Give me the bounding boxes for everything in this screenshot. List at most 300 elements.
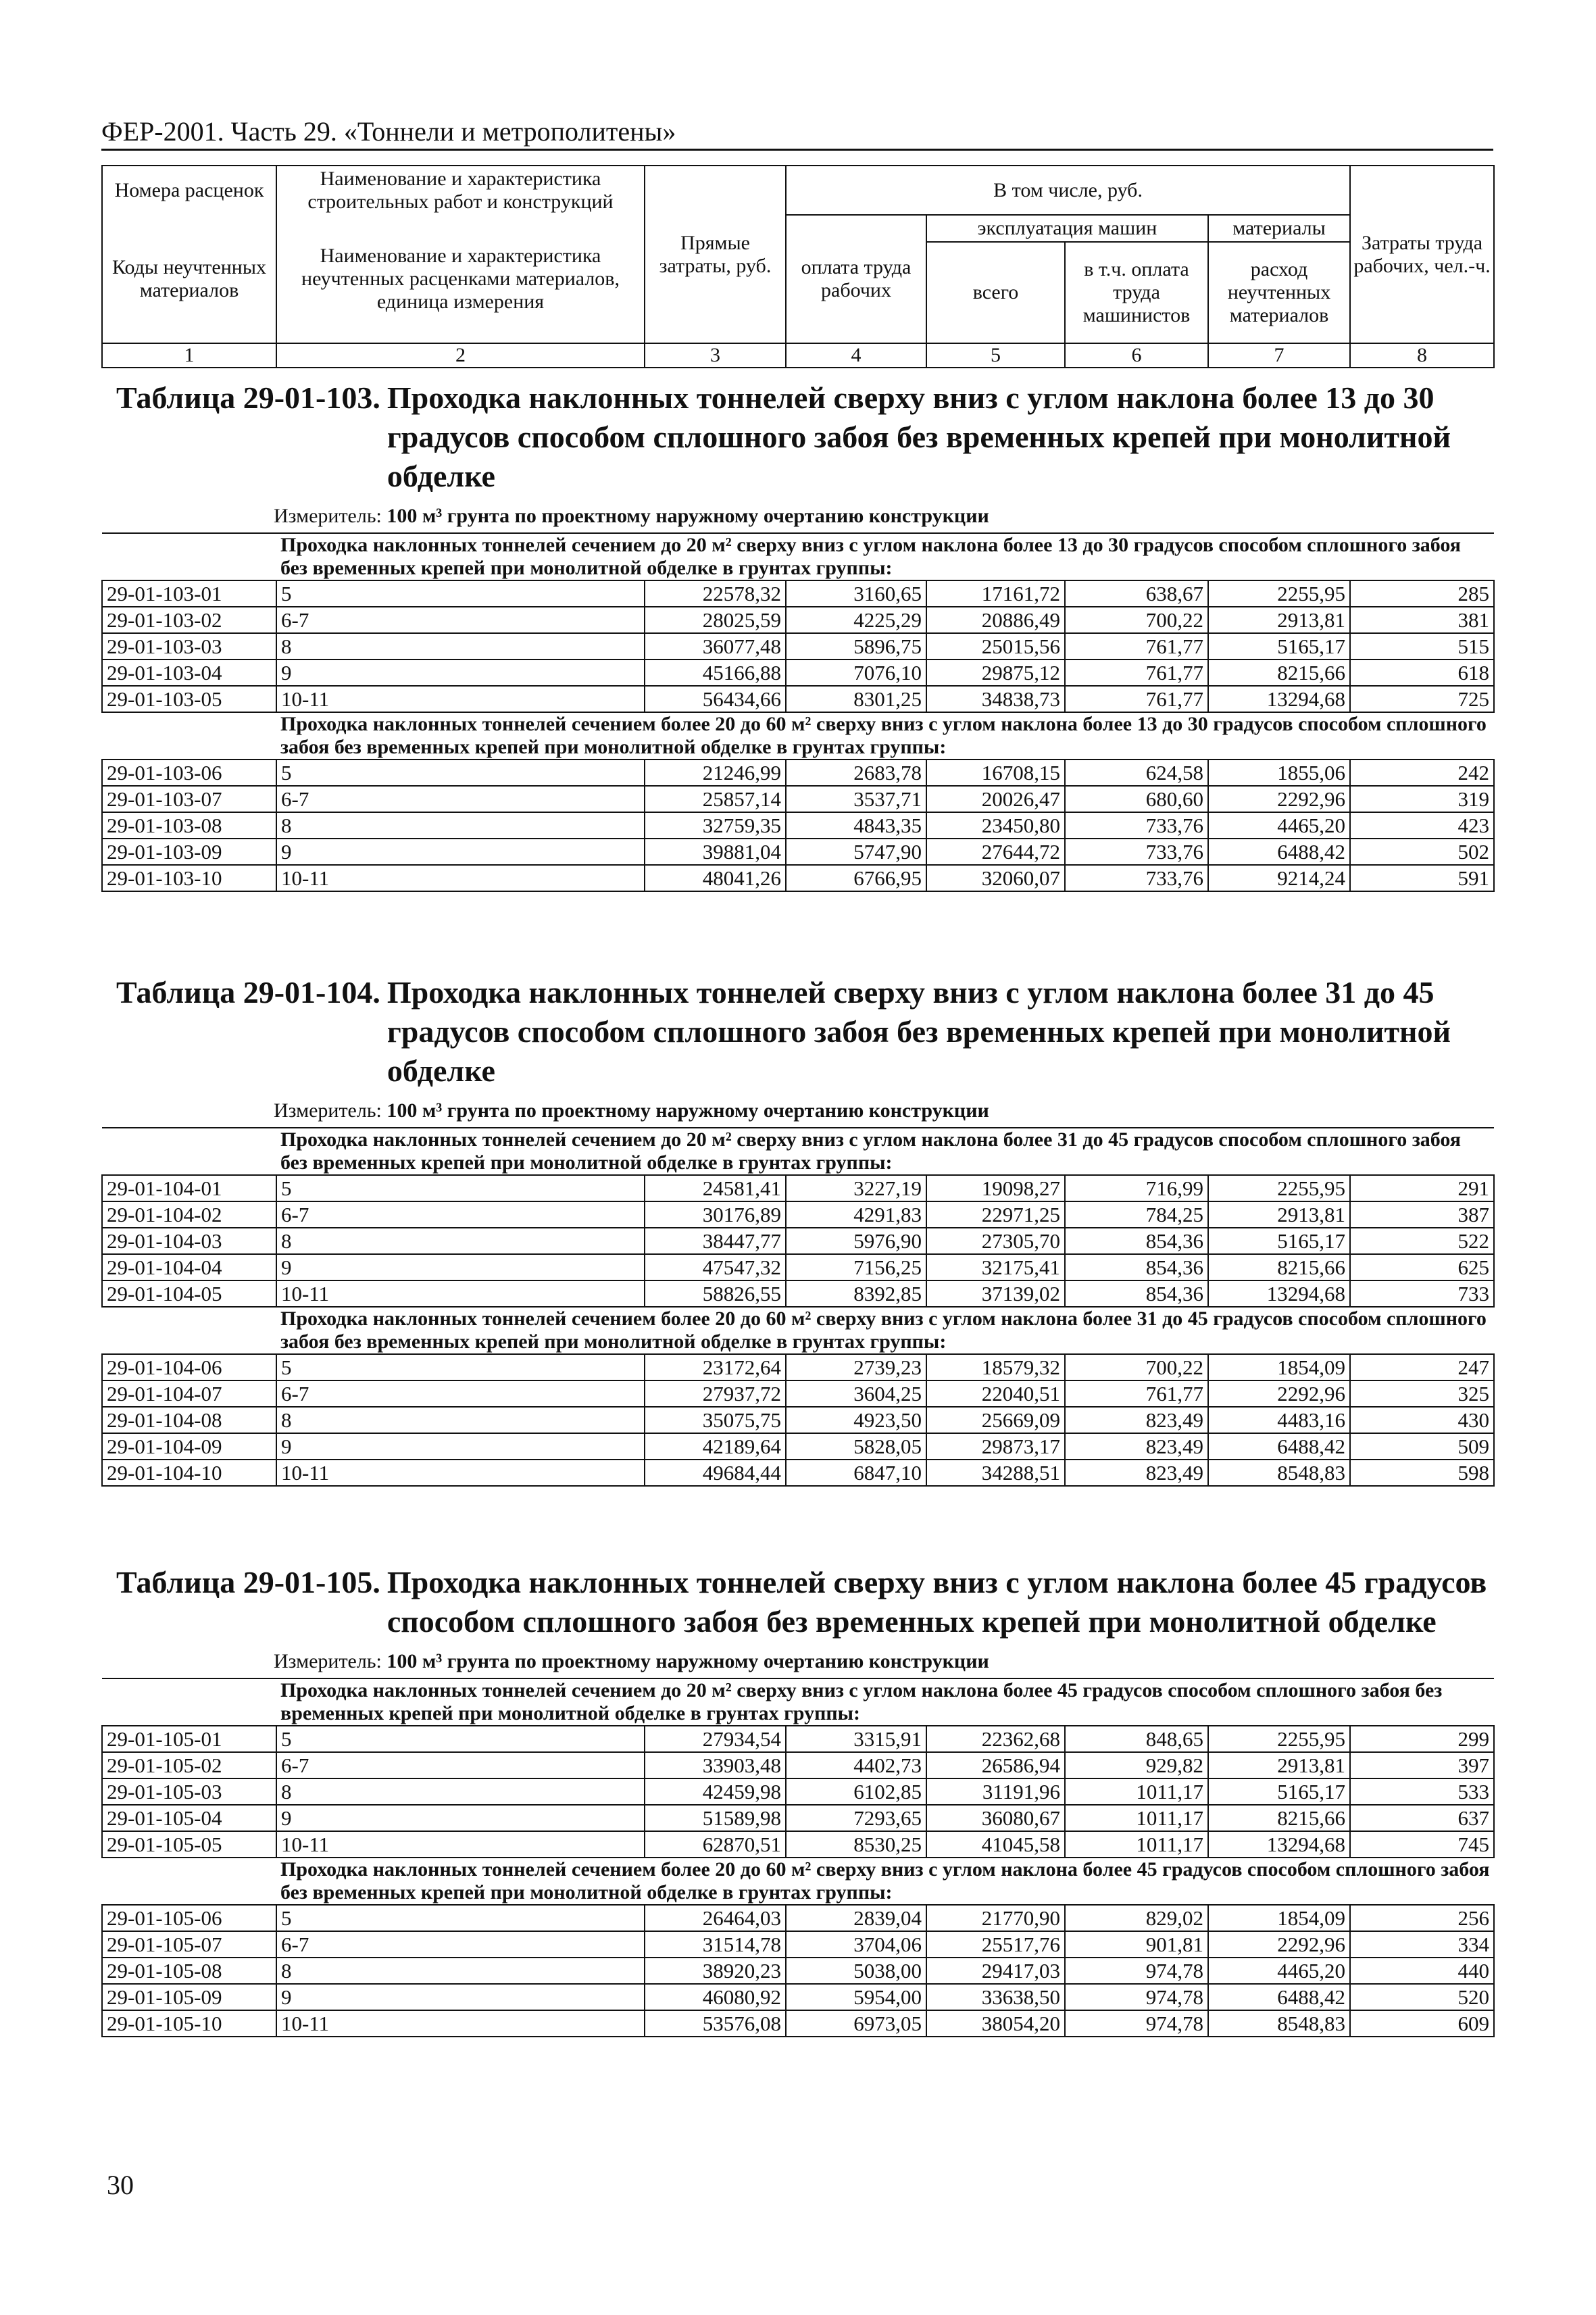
table-cell: 23450,80 bbox=[926, 812, 1065, 839]
table-row bbox=[102, 686, 1494, 712]
table-cell: 16708,15 bbox=[926, 760, 1065, 786]
table-cell: 10-11 bbox=[276, 686, 645, 712]
col-number: 6 bbox=[1065, 343, 1208, 368]
table-cell: 56434,66 bbox=[645, 686, 786, 712]
table-cell: 18579,32 bbox=[926, 1354, 1065, 1380]
table-cell: 9 bbox=[276, 1805, 645, 1831]
table-cell: 29-01-103-02 bbox=[102, 607, 276, 633]
table-cell: 36077,48 bbox=[645, 633, 786, 659]
col-header-codes-bottom: Коды неучтенных материалов bbox=[102, 215, 276, 343]
table-cell: 33638,50 bbox=[926, 1984, 1065, 2010]
table-cell: 27934,54 bbox=[645, 1726, 786, 1752]
group-header-row bbox=[102, 1307, 1494, 1354]
table-cell: 325 bbox=[1350, 1380, 1494, 1407]
table-cell: 35075,75 bbox=[645, 1407, 786, 1433]
table-cell: 32175,41 bbox=[926, 1254, 1065, 1280]
table-cell: 256 bbox=[1350, 1905, 1494, 1931]
measure-label: Измеритель: bbox=[274, 1650, 382, 1672]
table-cell: 2255,95 bbox=[1208, 1726, 1350, 1752]
table-title bbox=[101, 378, 1493, 496]
col-header-materials: материалы bbox=[1208, 215, 1350, 242]
table-row bbox=[102, 1201, 1494, 1228]
table-cell: 848,65 bbox=[1065, 1726, 1208, 1752]
table-cell: 1855,06 bbox=[1208, 760, 1350, 786]
table-cell: 24581,41 bbox=[645, 1175, 786, 1201]
table-cell: 2292,96 bbox=[1208, 1380, 1350, 1407]
table-cell: 8530,25 bbox=[786, 1831, 926, 1858]
header-rule bbox=[101, 149, 1493, 151]
table-cell: 28025,59 bbox=[645, 607, 786, 633]
table-cell: 761,77 bbox=[1065, 1380, 1208, 1407]
table-row bbox=[102, 1175, 1494, 1201]
group-title: Проходка наклонных тоннелей сечением более 20 до 60 м² сверху вниз с углом наклона более 13 до 30 градусов способом сплошного забоя без временных крепей при монолитной обделке в грунтах группы: bbox=[276, 712, 1494, 760]
table-cell: 29875,12 bbox=[926, 659, 1065, 686]
table-cell: 29-01-104-09 bbox=[102, 1433, 276, 1460]
table-cell: 51589,98 bbox=[645, 1805, 786, 1831]
table-cell: 929,82 bbox=[1065, 1752, 1208, 1778]
table-id: Таблица 29-01-104. bbox=[116, 975, 380, 1010]
table-cell: 29-01-105-01 bbox=[102, 1726, 276, 1752]
col-number: 3 bbox=[645, 343, 786, 368]
col-header-machines: эксплуатация машин bbox=[926, 215, 1208, 242]
table-cell: 2255,95 bbox=[1208, 1175, 1350, 1201]
table-cell: 29-01-105-05 bbox=[102, 1831, 276, 1858]
table-cell: 21246,99 bbox=[645, 760, 786, 786]
table-cell: 9 bbox=[276, 839, 645, 865]
table-cell: 829,02 bbox=[1065, 1905, 1208, 1931]
table-row bbox=[102, 760, 1494, 786]
table-cell: 6488,42 bbox=[1208, 1984, 1350, 2010]
col-number: 1 bbox=[102, 343, 276, 368]
table-cell: 27305,70 bbox=[926, 1228, 1065, 1254]
col-header-worker-pay: оплата труда рабочих bbox=[786, 215, 926, 343]
rate-table-section bbox=[101, 973, 1493, 1487]
table-cell: 25669,09 bbox=[926, 1407, 1065, 1433]
table-row bbox=[102, 839, 1494, 865]
rate-table bbox=[101, 532, 1495, 892]
table-cell: 6-7 bbox=[276, 1201, 645, 1228]
table-cell: 29-01-104-06 bbox=[102, 1354, 276, 1380]
table-row bbox=[102, 1354, 1494, 1380]
col-header-machines-total: всего bbox=[926, 242, 1065, 343]
table-cell: 29-01-105-03 bbox=[102, 1778, 276, 1805]
table-cell: 22040,51 bbox=[926, 1380, 1065, 1407]
table-cell: 41045,58 bbox=[926, 1831, 1065, 1858]
group-header-row bbox=[102, 533, 1494, 580]
col-header-labor: Затраты труда рабочих, чел.-ч. bbox=[1350, 166, 1494, 343]
table-cell: 29-01-104-02 bbox=[102, 1201, 276, 1228]
table-row bbox=[102, 1460, 1494, 1486]
table-cell: 5 bbox=[276, 1175, 645, 1201]
table-cell: 4225,29 bbox=[786, 607, 926, 633]
table-cell: 4483,16 bbox=[1208, 1407, 1350, 1433]
table-cell: 29-01-103-07 bbox=[102, 786, 276, 812]
table-cell: 6-7 bbox=[276, 1752, 645, 1778]
table-cell: 6-7 bbox=[276, 607, 645, 633]
table-cell: 33903,48 bbox=[645, 1752, 786, 1778]
group-title: Проходка наклонных тоннелей сечением до 20 м² сверху вниз с углом наклона более 45 градусов способом сплошного забоя без временных крепей при монолитной обделке в грунтах группы: bbox=[276, 1678, 1494, 1726]
table-cell: 2739,23 bbox=[786, 1354, 926, 1380]
table-cell: 62870,51 bbox=[645, 1831, 786, 1858]
table-cell: 31191,96 bbox=[926, 1778, 1065, 1805]
table-cell: 8 bbox=[276, 812, 645, 839]
table-cell: 9 bbox=[276, 1254, 645, 1280]
table-cell: 29-01-104-04 bbox=[102, 1254, 276, 1280]
table-cell: 2913,81 bbox=[1208, 1752, 1350, 1778]
table-cell: 733,76 bbox=[1065, 812, 1208, 839]
table-cell: 5165,17 bbox=[1208, 1228, 1350, 1254]
table-cell: 8548,83 bbox=[1208, 1460, 1350, 1486]
table-cell: 5828,05 bbox=[786, 1433, 926, 1460]
group-title: Проходка наклонных тоннелей сечением более 20 до 60 м² сверху вниз с углом наклона более 45 градусов способом сплошного забоя без временных крепей при монолитной обделке в грунтах группы: bbox=[276, 1858, 1494, 1905]
table-cell: 8548,83 bbox=[1208, 2010, 1350, 2037]
table-cell: 3315,91 bbox=[786, 1726, 926, 1752]
group-header-row bbox=[102, 712, 1494, 760]
table-cell: 8215,66 bbox=[1208, 1254, 1350, 1280]
table-cell: 285 bbox=[1350, 580, 1494, 607]
table-cell: 5 bbox=[276, 580, 645, 607]
table-cell: 30176,89 bbox=[645, 1201, 786, 1228]
col-header-name-top: Наименование и характеристика строительных работ и конструкций bbox=[276, 166, 645, 215]
table-row bbox=[102, 1228, 1494, 1254]
table-row bbox=[102, 1905, 1494, 1931]
rate-table bbox=[101, 1127, 1495, 1487]
group-title: Проходка наклонных тоннелей сечением более 20 до 60 м² сверху вниз с углом наклона более 31 до 45 градусов способом сплошного забоя без временных крепей при монолитной обделке в грунтах группы: bbox=[276, 1307, 1494, 1354]
table-cell: 20886,49 bbox=[926, 607, 1065, 633]
table-cell: 38920,23 bbox=[645, 1958, 786, 1984]
table-cell: 624,58 bbox=[1065, 760, 1208, 786]
table-cell: 638,67 bbox=[1065, 580, 1208, 607]
table-cell: 2913,81 bbox=[1208, 1201, 1350, 1228]
table-cell: 6488,42 bbox=[1208, 1433, 1350, 1460]
table-cell: 725 bbox=[1350, 686, 1494, 712]
table-cell: 598 bbox=[1350, 1460, 1494, 1486]
col-header-codes-top: Номера расценок bbox=[102, 166, 276, 215]
group-title: Проходка наклонных тоннелей сечением до 20 м² сверху вниз с углом наклона более 31 до 45 градусов способом сплошного забоя без временных крепей при монолитной обделке в грунтах группы: bbox=[276, 1128, 1494, 1175]
table-cell: 761,77 bbox=[1065, 633, 1208, 659]
table-cell: 533 bbox=[1350, 1778, 1494, 1805]
table-cell: 47547,32 bbox=[645, 1254, 786, 1280]
table-cell: 5 bbox=[276, 1726, 645, 1752]
table-cell: 4465,20 bbox=[1208, 812, 1350, 839]
page-number: 30 bbox=[107, 2170, 134, 2200]
table-cell: 5954,00 bbox=[786, 1984, 926, 2010]
table-row bbox=[102, 1831, 1494, 1858]
col-header-material-usage: расход неучтенных материалов bbox=[1208, 242, 1350, 343]
table-cell: 242 bbox=[1350, 760, 1494, 786]
table-cell: 29-01-103-01 bbox=[102, 580, 276, 607]
table-cell: 716,99 bbox=[1065, 1175, 1208, 1201]
table-cell: 45166,88 bbox=[645, 659, 786, 686]
col-header-machinist-pay: в т.ч. оплата труда машинистов bbox=[1065, 242, 1208, 343]
table-cell: 823,49 bbox=[1065, 1460, 1208, 1486]
table-cell: 25857,14 bbox=[645, 786, 786, 812]
table-cell: 29-01-104-07 bbox=[102, 1380, 276, 1407]
table-cell: 10-11 bbox=[276, 1460, 645, 1486]
table-cell: 29-01-104-01 bbox=[102, 1175, 276, 1201]
table-cell: 700,22 bbox=[1065, 607, 1208, 633]
table-cell: 520 bbox=[1350, 1984, 1494, 2010]
table-cell: 1011,17 bbox=[1065, 1805, 1208, 1831]
table-cell: 291 bbox=[1350, 1175, 1494, 1201]
table-cell: 423 bbox=[1350, 812, 1494, 839]
table-row bbox=[102, 1433, 1494, 1460]
table-cell: 34288,51 bbox=[926, 1460, 1065, 1486]
table-cell: 29-01-103-03 bbox=[102, 633, 276, 659]
table-cell: 26464,03 bbox=[645, 1905, 786, 1931]
group-title: Проходка наклонных тоннелей сечением до 20 м² сверху вниз с углом наклона более 13 до 30 градусов способом сплошного забоя без временных крепей при монолитной обделке в грунтах группы: bbox=[276, 533, 1494, 580]
table-cell: 32060,07 bbox=[926, 865, 1065, 891]
table-cell: 8215,66 bbox=[1208, 659, 1350, 686]
table-cell: 6847,10 bbox=[786, 1460, 926, 1486]
table-cell: 13294,68 bbox=[1208, 1831, 1350, 1858]
table-cell: 27644,72 bbox=[926, 839, 1065, 865]
table-cell: 7076,10 bbox=[786, 659, 926, 686]
table-cell: 29-01-103-09 bbox=[102, 839, 276, 865]
table-cell: 29-01-103-04 bbox=[102, 659, 276, 686]
measure-value: 100 м³ грунта по проектному наружному очертанию конструкции bbox=[386, 1650, 989, 1672]
table-cell: 37139,02 bbox=[926, 1280, 1065, 1307]
table-name: Проходка наклонных тоннелей сверху вниз с углом наклона более 45 градусов способом сплошного забоя без временных крепей при монолитной обделке bbox=[386, 1565, 1487, 1639]
table-cell: 8301,25 bbox=[786, 686, 926, 712]
table-cell: 5165,17 bbox=[1208, 633, 1350, 659]
table-cell: 29-01-103-05 bbox=[102, 686, 276, 712]
table-cell: 522 bbox=[1350, 1228, 1494, 1254]
table-cell: 5 bbox=[276, 1354, 645, 1380]
table-cell: 2292,96 bbox=[1208, 786, 1350, 812]
table-cell: 1854,09 bbox=[1208, 1905, 1350, 1931]
col-number: 5 bbox=[926, 343, 1065, 368]
table-title bbox=[101, 973, 1493, 1091]
table-cell: 625 bbox=[1350, 1254, 1494, 1280]
table-cell: 2255,95 bbox=[1208, 580, 1350, 607]
table-cell: 299 bbox=[1350, 1726, 1494, 1752]
table-cell: 1854,09 bbox=[1208, 1354, 1350, 1380]
table-row bbox=[102, 1958, 1494, 1984]
table-row bbox=[102, 580, 1494, 607]
measure-line bbox=[101, 1099, 1493, 1123]
table-cell: 761,77 bbox=[1065, 686, 1208, 712]
table-cell: 2683,78 bbox=[786, 760, 926, 786]
table-cell: 854,36 bbox=[1065, 1254, 1208, 1280]
table-cell: 53576,08 bbox=[645, 2010, 786, 2037]
table-cell: 854,36 bbox=[1065, 1280, 1208, 1307]
table-id: Таблица 29-01-103. bbox=[116, 380, 380, 415]
table-cell: 637 bbox=[1350, 1805, 1494, 1831]
table-cell: 10-11 bbox=[276, 865, 645, 891]
table-cell: 4465,20 bbox=[1208, 1958, 1350, 1984]
table-cell: 29-01-104-08 bbox=[102, 1407, 276, 1433]
rate-table-section bbox=[101, 1563, 1493, 2037]
table-cell: 7156,25 bbox=[786, 1254, 926, 1280]
table-cell: 3604,25 bbox=[786, 1380, 926, 1407]
table-cell: 5747,90 bbox=[786, 839, 926, 865]
table-cell: 618 bbox=[1350, 659, 1494, 686]
table-cell: 334 bbox=[1350, 1931, 1494, 1958]
table-cell: 22578,32 bbox=[645, 580, 786, 607]
table-row bbox=[102, 633, 1494, 659]
table-cell: 58826,55 bbox=[645, 1280, 786, 1307]
table-row bbox=[102, 812, 1494, 839]
table-name: Проходка наклонных тоннелей сверху вниз с углом наклона более 13 до 30 градусов способом сплошного забоя без временных крепей при монолитной обделке bbox=[386, 380, 1451, 493]
measure-value: 100 м³ грунта по проектному наружному очертанию конструкции bbox=[386, 505, 989, 527]
table-cell: 29-01-105-07 bbox=[102, 1931, 276, 1958]
table-cell: 29-01-105-09 bbox=[102, 1984, 276, 2010]
table-cell: 42189,64 bbox=[645, 1433, 786, 1460]
table-cell: 7293,65 bbox=[786, 1805, 926, 1831]
table-cell: 440 bbox=[1350, 1958, 1494, 1984]
col-header-group: В том числе, руб. bbox=[786, 166, 1350, 215]
table-cell: 46080,92 bbox=[645, 1984, 786, 2010]
table-name: Проходка наклонных тоннелей сверху вниз с углом наклона более 31 до 45 градусов способом сплошного забоя без временных крепей при монолитной обделке bbox=[386, 975, 1451, 1088]
table-cell: 5038,00 bbox=[786, 1958, 926, 1984]
table-cell: 9 bbox=[276, 659, 645, 686]
table-cell: 854,36 bbox=[1065, 1228, 1208, 1254]
table-cell: 20026,47 bbox=[926, 786, 1065, 812]
table-cell: 9214,24 bbox=[1208, 865, 1350, 891]
table-cell: 36080,67 bbox=[926, 1805, 1065, 1831]
group-header-row bbox=[102, 1128, 1494, 1175]
table-row bbox=[102, 1726, 1494, 1752]
table-cell: 8 bbox=[276, 1958, 645, 1984]
table-cell: 8392,85 bbox=[786, 1280, 926, 1307]
col-number: 8 bbox=[1350, 343, 1494, 368]
col-header-name-bottom: Наименование и характеристика неучтенных расценками материалов, единица измерения bbox=[276, 215, 645, 343]
col-number: 2 bbox=[276, 343, 645, 368]
table-cell: 8 bbox=[276, 633, 645, 659]
table-cell: 784,25 bbox=[1065, 1201, 1208, 1228]
table-cell: 38054,20 bbox=[926, 2010, 1065, 2037]
table-cell: 515 bbox=[1350, 633, 1494, 659]
table-row bbox=[102, 1984, 1494, 2010]
group-header-row bbox=[102, 1858, 1494, 1905]
table-row bbox=[102, 1407, 1494, 1433]
col-number: 4 bbox=[786, 343, 926, 368]
table-row bbox=[102, 2010, 1494, 2037]
table-cell: 823,49 bbox=[1065, 1433, 1208, 1460]
table-cell: 247 bbox=[1350, 1354, 1494, 1380]
table-cell: 609 bbox=[1350, 2010, 1494, 2037]
table-cell: 2292,96 bbox=[1208, 1931, 1350, 1958]
table-cell: 5165,17 bbox=[1208, 1778, 1350, 1805]
table-cell: 2913,81 bbox=[1208, 607, 1350, 633]
page-header: ФЕР-2001. Часть 29. «Тоннели и метрополитены» bbox=[101, 116, 676, 147]
table-cell: 4402,73 bbox=[786, 1752, 926, 1778]
table-cell: 8215,66 bbox=[1208, 1805, 1350, 1831]
table-cell: 25015,56 bbox=[926, 633, 1065, 659]
table-cell: 29-01-105-08 bbox=[102, 1958, 276, 1984]
table-cell: 10-11 bbox=[276, 2010, 645, 2037]
table-cell: 680,60 bbox=[1065, 786, 1208, 812]
table-cell: 29-01-104-03 bbox=[102, 1228, 276, 1254]
table-cell: 29-01-105-06 bbox=[102, 1905, 276, 1931]
table-cell: 4923,50 bbox=[786, 1407, 926, 1433]
table-cell: 17161,72 bbox=[926, 580, 1065, 607]
table-id: Таблица 29-01-105. bbox=[116, 1565, 380, 1599]
table-cell: 29-01-105-02 bbox=[102, 1752, 276, 1778]
table-cell: 591 bbox=[1350, 865, 1494, 891]
table-row bbox=[102, 1805, 1494, 1831]
table-cell: 5 bbox=[276, 760, 645, 786]
table-cell: 25517,76 bbox=[926, 1931, 1065, 1958]
table-cell: 29-01-104-05 bbox=[102, 1280, 276, 1307]
table-cell: 901,81 bbox=[1065, 1931, 1208, 1958]
table-cell: 381 bbox=[1350, 607, 1494, 633]
table-cell: 29873,17 bbox=[926, 1433, 1065, 1460]
group-header-row bbox=[102, 1678, 1494, 1726]
measure-line bbox=[101, 1649, 1493, 1674]
measure-line bbox=[101, 504, 1493, 528]
table-cell: 5 bbox=[276, 1905, 645, 1931]
table-row bbox=[102, 1752, 1494, 1778]
table-cell: 397 bbox=[1350, 1752, 1494, 1778]
table-cell: 10-11 bbox=[276, 1280, 645, 1307]
table-cell: 502 bbox=[1350, 839, 1494, 865]
table-cell: 4291,83 bbox=[786, 1201, 926, 1228]
table-cell: 3160,65 bbox=[786, 580, 926, 607]
table-cell: 974,78 bbox=[1065, 1958, 1208, 1984]
table-cell: 8 bbox=[276, 1407, 645, 1433]
table-cell: 48041,26 bbox=[645, 865, 786, 891]
table-cell: 5976,90 bbox=[786, 1228, 926, 1254]
table-cell: 733 bbox=[1350, 1280, 1494, 1307]
table-cell: 26586,94 bbox=[926, 1752, 1065, 1778]
table-cell: 38447,77 bbox=[645, 1228, 786, 1254]
table-cell: 319 bbox=[1350, 786, 1494, 812]
table-cell: 21770,90 bbox=[926, 1905, 1065, 1931]
table-cell: 29-01-103-06 bbox=[102, 760, 276, 786]
table-cell: 23172,64 bbox=[645, 1354, 786, 1380]
table-cell: 31514,78 bbox=[645, 1931, 786, 1958]
table-cell: 49684,44 bbox=[645, 1460, 786, 1486]
table-cell: 19098,27 bbox=[926, 1175, 1065, 1201]
col-number: 7 bbox=[1208, 343, 1350, 368]
table-cell: 42459,98 bbox=[645, 1778, 786, 1805]
table-cell: 761,77 bbox=[1065, 659, 1208, 686]
table-cell: 2839,04 bbox=[786, 1905, 926, 1931]
table-cell: 974,78 bbox=[1065, 2010, 1208, 2037]
table-cell: 9 bbox=[276, 1433, 645, 1460]
table-cell: 32759,35 bbox=[645, 812, 786, 839]
table-cell: 29-01-103-08 bbox=[102, 812, 276, 839]
column-header-table bbox=[101, 165, 1495, 368]
table-cell: 6102,85 bbox=[786, 1778, 926, 1805]
table-row bbox=[102, 659, 1494, 686]
table-cell: 733,76 bbox=[1065, 865, 1208, 891]
table-cell: 5896,75 bbox=[786, 633, 926, 659]
measure-value: 100 м³ грунта по проектному наружному очертанию конструкции bbox=[386, 1099, 989, 1122]
table-row bbox=[102, 1931, 1494, 1958]
table-cell: 745 bbox=[1350, 1831, 1494, 1858]
table-cell: 733,76 bbox=[1065, 839, 1208, 865]
table-cell: 3227,19 bbox=[786, 1175, 926, 1201]
table-cell: 13294,68 bbox=[1208, 1280, 1350, 1307]
table-cell: 13294,68 bbox=[1208, 686, 1350, 712]
table-row bbox=[102, 607, 1494, 633]
col-header-direct-costs: Прямые затраты, руб. bbox=[645, 166, 786, 343]
table-cell: 3704,06 bbox=[786, 1931, 926, 1958]
table-cell: 29417,03 bbox=[926, 1958, 1065, 1984]
table-title bbox=[101, 1563, 1493, 1641]
table-cell: 8 bbox=[276, 1228, 645, 1254]
table-cell: 1011,17 bbox=[1065, 1831, 1208, 1858]
table-cell: 387 bbox=[1350, 1201, 1494, 1228]
table-cell: 22971,25 bbox=[926, 1201, 1065, 1228]
measure-label: Измеритель: bbox=[274, 505, 382, 527]
table-row bbox=[102, 1380, 1494, 1407]
table-row bbox=[102, 1254, 1494, 1280]
table-cell: 700,22 bbox=[1065, 1354, 1208, 1380]
